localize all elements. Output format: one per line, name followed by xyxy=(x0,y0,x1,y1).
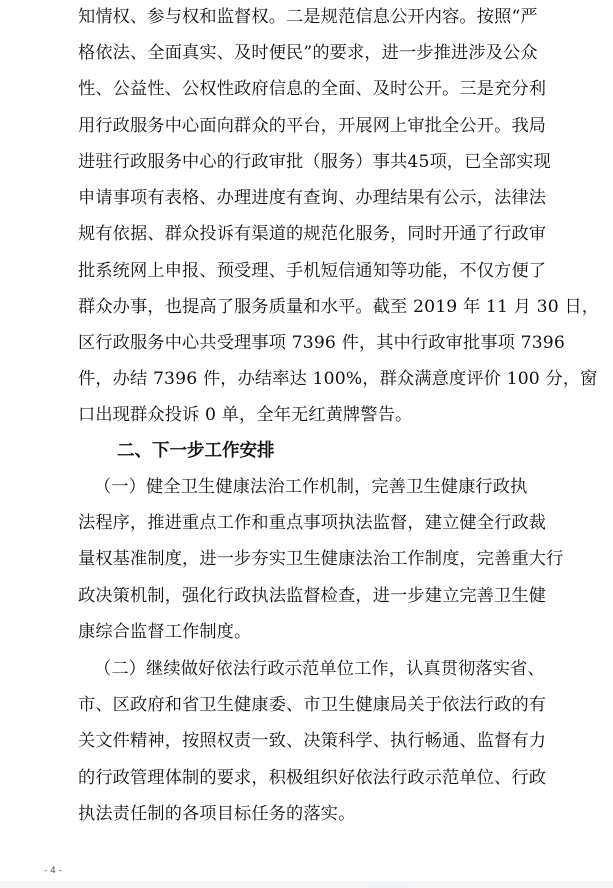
paragraph-line: 口出现群众投诉 0 单，全年无红黄牌警告。 xyxy=(78,405,413,425)
section-heading: 二、下一步工作安排 xyxy=(117,441,275,461)
paragraph-line: 用行政服务中心面向群众的平台，开展网上审批全公开。我局 xyxy=(78,116,547,136)
paragraph-line: 申请事项有表格、办理进度有查询、办理结果有公示，法律法 xyxy=(78,188,547,208)
paragraph-line: 区行政服务中心共受理事项 7396 件，其中行政审批事项 7396 xyxy=(78,333,565,353)
paragraph-line: 量权基准制度，进一步夯实卫生健康法治工作制度，完善重大行 xyxy=(78,549,564,569)
paragraph-line: 性、公益性、公权性政府信息的全面、及时公开。三是充分利 xyxy=(78,79,547,99)
bottom-edge-mark xyxy=(367,882,409,888)
paragraph-line: 件，办结 7396 件，办结率达 100%，群众满意度评价 100 分，窗 xyxy=(78,369,598,389)
paragraph-line: 批系统网上申报、预受理、手机短信通知等功能，不仅方便了 xyxy=(78,261,547,281)
paragraph-line: 格依法、全面真实、及时便民”的要求，进一步推进涉及公众 xyxy=(78,43,538,63)
paragraph-line: 进驻行政服务中心的行政审批（服务）事共45项，已全部实现 xyxy=(78,152,551,172)
paragraph-line: 法程序，推进重点工作和重点事项执法监督，建立健全行政裁 xyxy=(78,513,547,533)
paragraph-line: 市、区政府和省卫生健康委、市卫生健康局关于依法行政的有 xyxy=(78,695,547,715)
paragraph-line: 规有依据、群众投诉有渠道的规范化服务，同时开通了行政审 xyxy=(78,224,547,244)
paragraph-line: 政决策机制，强化行政执法监督检查，进一步建立完善卫生健 xyxy=(78,586,547,606)
page-bottom-edge xyxy=(0,881,613,888)
paragraph-line: 知情权、参与权和监督权。二是规范信息公开内容。按照“严 xyxy=(78,7,538,27)
paragraph-line: 的行政管理体制的要求，积极组织好依法行政示范单位、行政 xyxy=(78,768,547,788)
paragraph-line: （一）健全卫生健康法治工作机制，完善卫生健康行政执 xyxy=(94,477,528,497)
paragraph-line: （二）继续做好依法行政示范单位工作，认真贯彻落实省、 xyxy=(94,659,545,679)
paragraph-line: 执法责任制的各项目标任务的落实。 xyxy=(78,804,356,824)
paragraph-line: 群众办事，也提高了服务质量和水平。截至 2019 年 11 月 30 日， xyxy=(78,297,600,317)
paragraph-line: 关文件精神，按照权责一致、决策科学、执行畅通、监督有力 xyxy=(78,731,547,751)
paragraph-line: 康综合监督工作制度。 xyxy=(78,622,252,642)
page-number: - 4 - xyxy=(44,866,62,876)
